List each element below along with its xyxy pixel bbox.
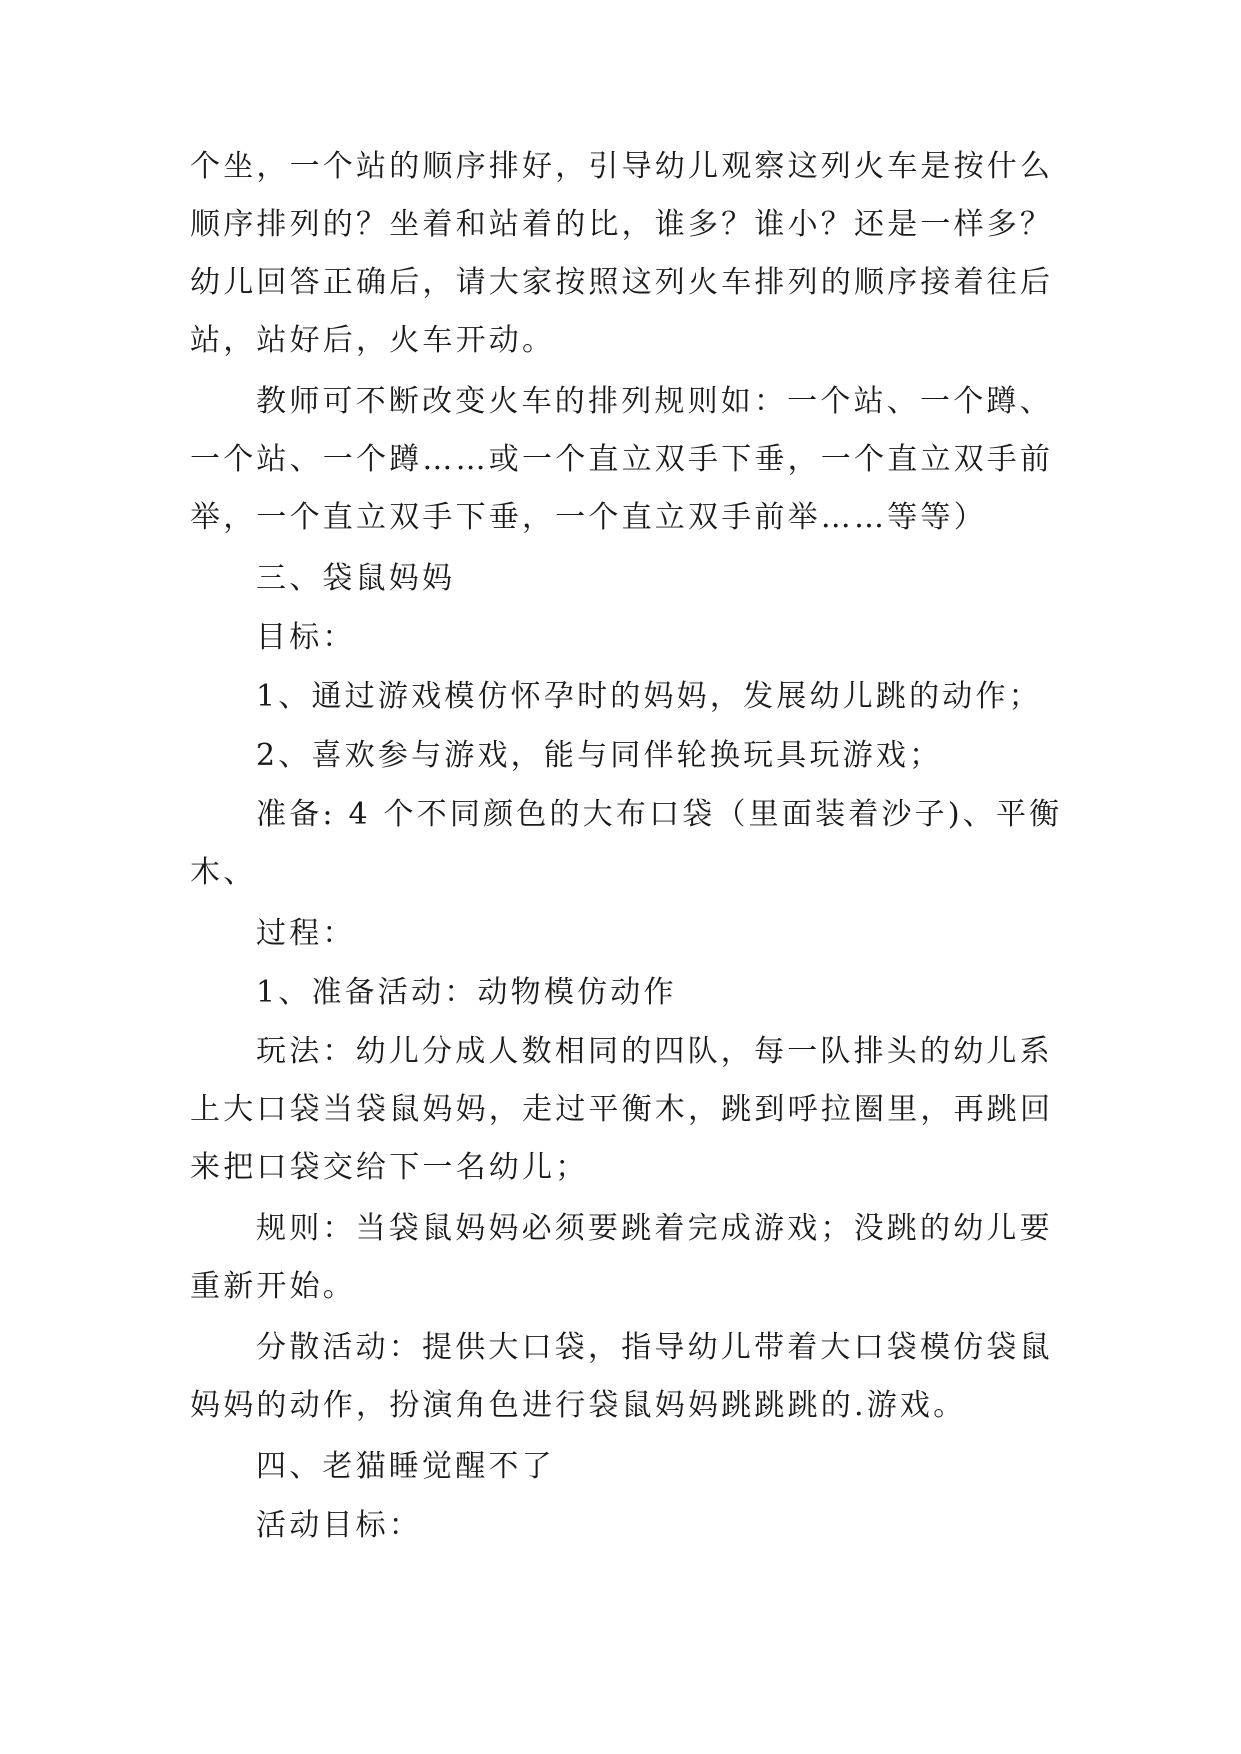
text-line: 木、 (190, 855, 257, 890)
text-line: 幼儿回答正确后，请大家按照这列火车排列的顺序接着往后 (190, 265, 1054, 300)
list-item: 1、通过游戏模仿怀孕时的妈妈，发展幼儿跳的动作； (256, 679, 1042, 714)
paragraph-start-line: 规则：当袋鼠妈妈必须要跳着完成游戏；没跳的幼儿要 (256, 1211, 1053, 1246)
subheading-activity-goal: 活动目标： (256, 1508, 422, 1543)
text-line: 重新开始。 (190, 1269, 356, 1304)
text-line: 来把口袋交给下一名幼儿； (190, 1150, 589, 1185)
list-item: 2、喜欢参与游戏，能与同伴轮换玩具玩游戏； (256, 738, 943, 773)
paragraph-start-line: 分散活动：提供大口袋，指导幼儿带着大口袋模仿袋鼠 (256, 1330, 1053, 1365)
paragraph-start-line: 教师可不断改变火车的排列规则如：一个站、一个蹲、 (256, 384, 1053, 419)
subheading-goal: 目标： (256, 620, 356, 655)
text-line: 上大口袋当袋鼠妈妈，走过平衡木，跳到呼拉圈里，再跳回 (190, 1092, 1054, 1127)
text-line: 妈妈的动作，扮演角色进行袋鼠妈妈跳跳跳的.游戏。 (190, 1388, 967, 1423)
section-heading: 四、老猫睡觉醒不了 (256, 1449, 555, 1484)
text-line: 举，一个直立双手下垂，一个直立双手前举……等等） (190, 500, 987, 535)
paragraph-start-line: 玩法：幼儿分成人数相同的四队，每一队排头的幼儿系 (256, 1034, 1053, 1069)
text-line: 站，站好后，火车开动。 (190, 323, 556, 358)
paragraph-start-line: 准备: 4 个不同颜色的大布口袋（里面装着沙子)、平衡 (256, 797, 1063, 832)
section-heading: 三、袋鼠妈妈 (256, 561, 456, 596)
text-line: 一个站、一个蹲……或一个直立双手下垂，一个直立双手前 (190, 442, 1054, 477)
text-line: 个坐，一个站的顺序排好，引导幼儿观察这列火车是按什么 (190, 149, 1054, 184)
list-item: 1、准备活动：动物模仿动作 (256, 975, 677, 1010)
subheading-process: 过程： (256, 916, 356, 951)
text-line: 顺序排列的？坐着和站着的比，谁多？谁小？还是一样多？ (190, 207, 1054, 242)
